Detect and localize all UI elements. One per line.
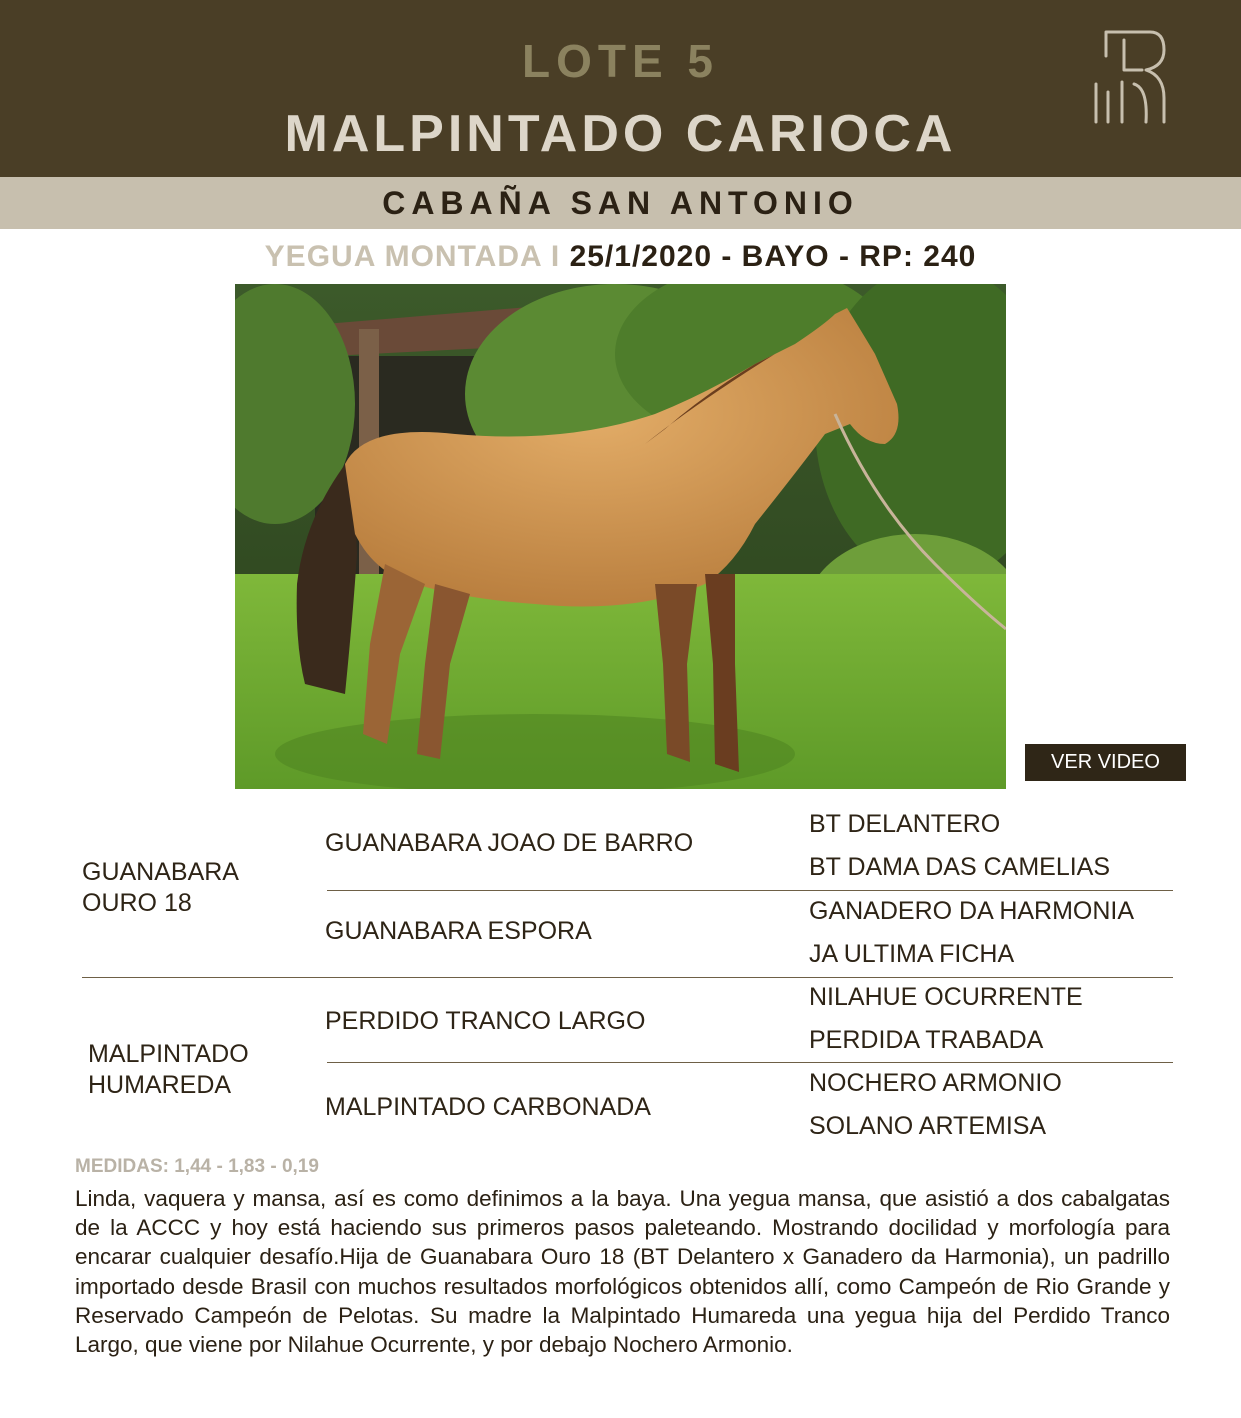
breeder-name: CABAÑA SAN ANTONIO xyxy=(382,185,859,221)
great-grandparent: BT DELANTERO xyxy=(809,810,1001,838)
horse-name: MALPINTADO CARIOCA xyxy=(284,105,957,163)
dam-name: MALPINTADO HUMAREDA xyxy=(88,1040,249,1099)
pedigree-divider xyxy=(327,1062,1173,1063)
measurements: MEDIDAS: 1,44 - 1,83 - 0,19 xyxy=(75,1156,319,1177)
great-grandparent: JA ULTIMA FICHA xyxy=(809,940,1015,968)
sire-name: GUANABARA OURO 18 xyxy=(82,858,239,917)
description: Linda, vaquera y mansa, así es como definimos a la baya. Una yegua mansa, que asistió a dos cabalgatas de la ACCC y hoy está haciendo sus primeros pasos paleteando. Mostrando docilidad y morfología para encarar cualquier desafío.Hija de Guanabara Ouro 18 (BT Delantero x Ganadero da Harmonia), un padrillo importado desde Brasil con muchos resultados morfológicos obtenidos allí, como Campeón de Rio Grande y Reservado Campeón de Pelotas. Su madre la Malpintado Humareda una yegua hija del Perdido Tranco Largo, que viene por Nilahue Ocurrente, y por debajo Nochero Armonio. xyxy=(75,1186,1170,1358)
horse-category: YEGUA MONTADA I xyxy=(264,240,561,273)
great-grandparent: BT DAMA DAS CAMELIAS xyxy=(809,853,1111,881)
horse-subtitle xyxy=(0,240,1241,274)
maternal-granddam: MALPINTADO CARBONADA xyxy=(325,1093,651,1121)
great-grandparent: PERDIDA TRABADA xyxy=(809,1026,1044,1054)
paternal-granddam: GUANABARA ESPORA xyxy=(325,917,592,945)
maternal-grandsire: PERDIDO TRANCO LARGO xyxy=(325,1007,646,1035)
ver-video-button[interactable]: VER VIDEO xyxy=(1025,744,1186,781)
horse-photo xyxy=(235,284,1006,789)
horse-info: 25/1/2020 - BAYO - RP: 240 xyxy=(569,240,977,273)
great-grandparent: NILAHUE OCURRENTE xyxy=(809,983,1083,1011)
pedigree-divider xyxy=(82,977,1173,978)
brand-monogram-icon xyxy=(1086,26,1170,126)
paternal-grandsire: GUANABARA JOAO DE BARRO xyxy=(325,829,694,857)
great-grandparent: NOCHERO ARMONIO xyxy=(809,1069,1062,1097)
pedigree-divider xyxy=(327,890,1173,891)
great-grandparent: GANADERO DA HARMONIA xyxy=(809,897,1135,925)
great-grandparent: SOLANO ARTEMISA xyxy=(809,1112,1047,1140)
lot-number: LOTE 5 xyxy=(521,35,720,87)
